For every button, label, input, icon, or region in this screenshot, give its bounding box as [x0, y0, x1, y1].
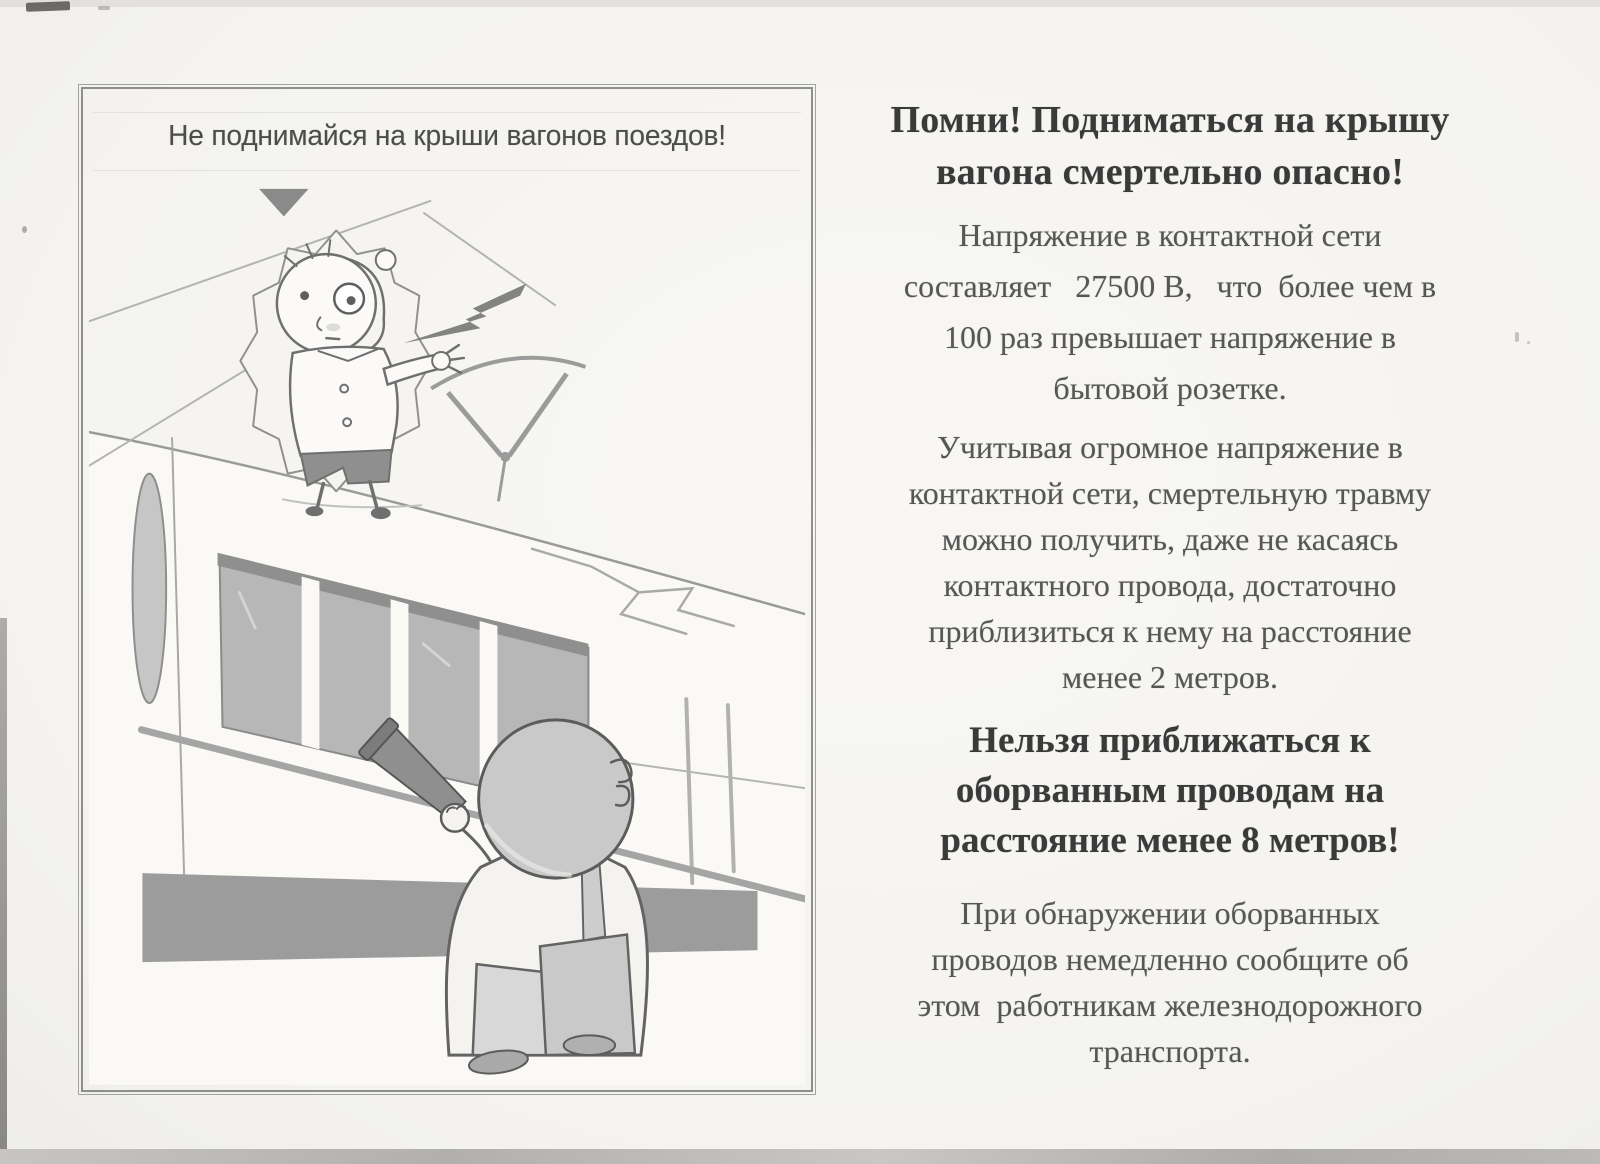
pompom [376, 250, 396, 270]
paragraph-line: приблизиться к нему на расстояние [928, 613, 1412, 649]
scan-edge-top [0, 0, 1600, 7]
title-line: Помни! Подниматься на крышу [890, 99, 1450, 141]
scan-edge-bottom [0, 1149, 1600, 1164]
paragraph-line: менее 2 метров. [1062, 659, 1278, 695]
broken-wires-warning [846, 716, 1494, 866]
paragraph-line: транспорта. [1089, 1033, 1251, 1069]
paragraph-line: можно получить, даже не касаясь [941, 521, 1399, 557]
paragraph-line: проводов немедленно сообщите об [931, 941, 1409, 977]
paragraph-line: 100 раз превышает напряжение в [943, 319, 1396, 355]
report-paragraph [846, 890, 1494, 1074]
illustration-frame [78, 84, 816, 1095]
warning-arrow-icon [259, 189, 308, 217]
paragraph-line: этом работникам железнодорожного [917, 987, 1423, 1023]
warning-title [846, 94, 1494, 198]
warning-text-column [846, 94, 1494, 1074]
scan-speck [1527, 341, 1530, 344]
scan-edge-left [0, 618, 7, 1164]
paragraph-line: бытовой розетке. [1053, 370, 1287, 406]
title-line: вагона смертельно опасно! [935, 151, 1405, 193]
train-front-window [133, 474, 167, 703]
scan-mark [98, 6, 110, 10]
paragraph-line: составляет 27500 В, что более чем в [903, 268, 1437, 304]
warning-line: Нельзя приближаться к [969, 720, 1371, 761]
distance-paragraph [846, 424, 1494, 700]
poster-caption: Не поднимайся на крыши вагонов поездов! [168, 120, 726, 152]
divider [93, 112, 801, 113]
warning-line: расстояние менее 8 метров! [940, 820, 1400, 861]
worker-overalls-left [473, 964, 546, 1055]
illustration-frame-inner [81, 87, 813, 1092]
paragraph-line: Учитывая огромное напряжение в [937, 429, 1403, 465]
worker-shoe [564, 1035, 615, 1055]
worker-head [479, 720, 633, 878]
scan-mark [26, 1, 70, 12]
lightning-bolt-icon [403, 284, 526, 343]
divider [93, 170, 801, 171]
paragraph-line: Напряжение в контактной сети [958, 217, 1382, 253]
paragraph-line: При обнаружении оборванных [960, 895, 1380, 931]
boy-shorts [301, 450, 392, 486]
scan-speck [1515, 332, 1519, 342]
boy-shirt [290, 347, 398, 456]
warning-line: оборванным проводам на [955, 770, 1385, 811]
train-cartoon-illustration [89, 173, 805, 1085]
voltage-paragraph [846, 210, 1494, 414]
paragraph-line: контактной сети, смертельную травму [908, 475, 1432, 511]
scan-speck [22, 226, 27, 233]
paragraph-line: контактного провода, достаточно [943, 567, 1397, 603]
pantograph [431, 358, 585, 502]
